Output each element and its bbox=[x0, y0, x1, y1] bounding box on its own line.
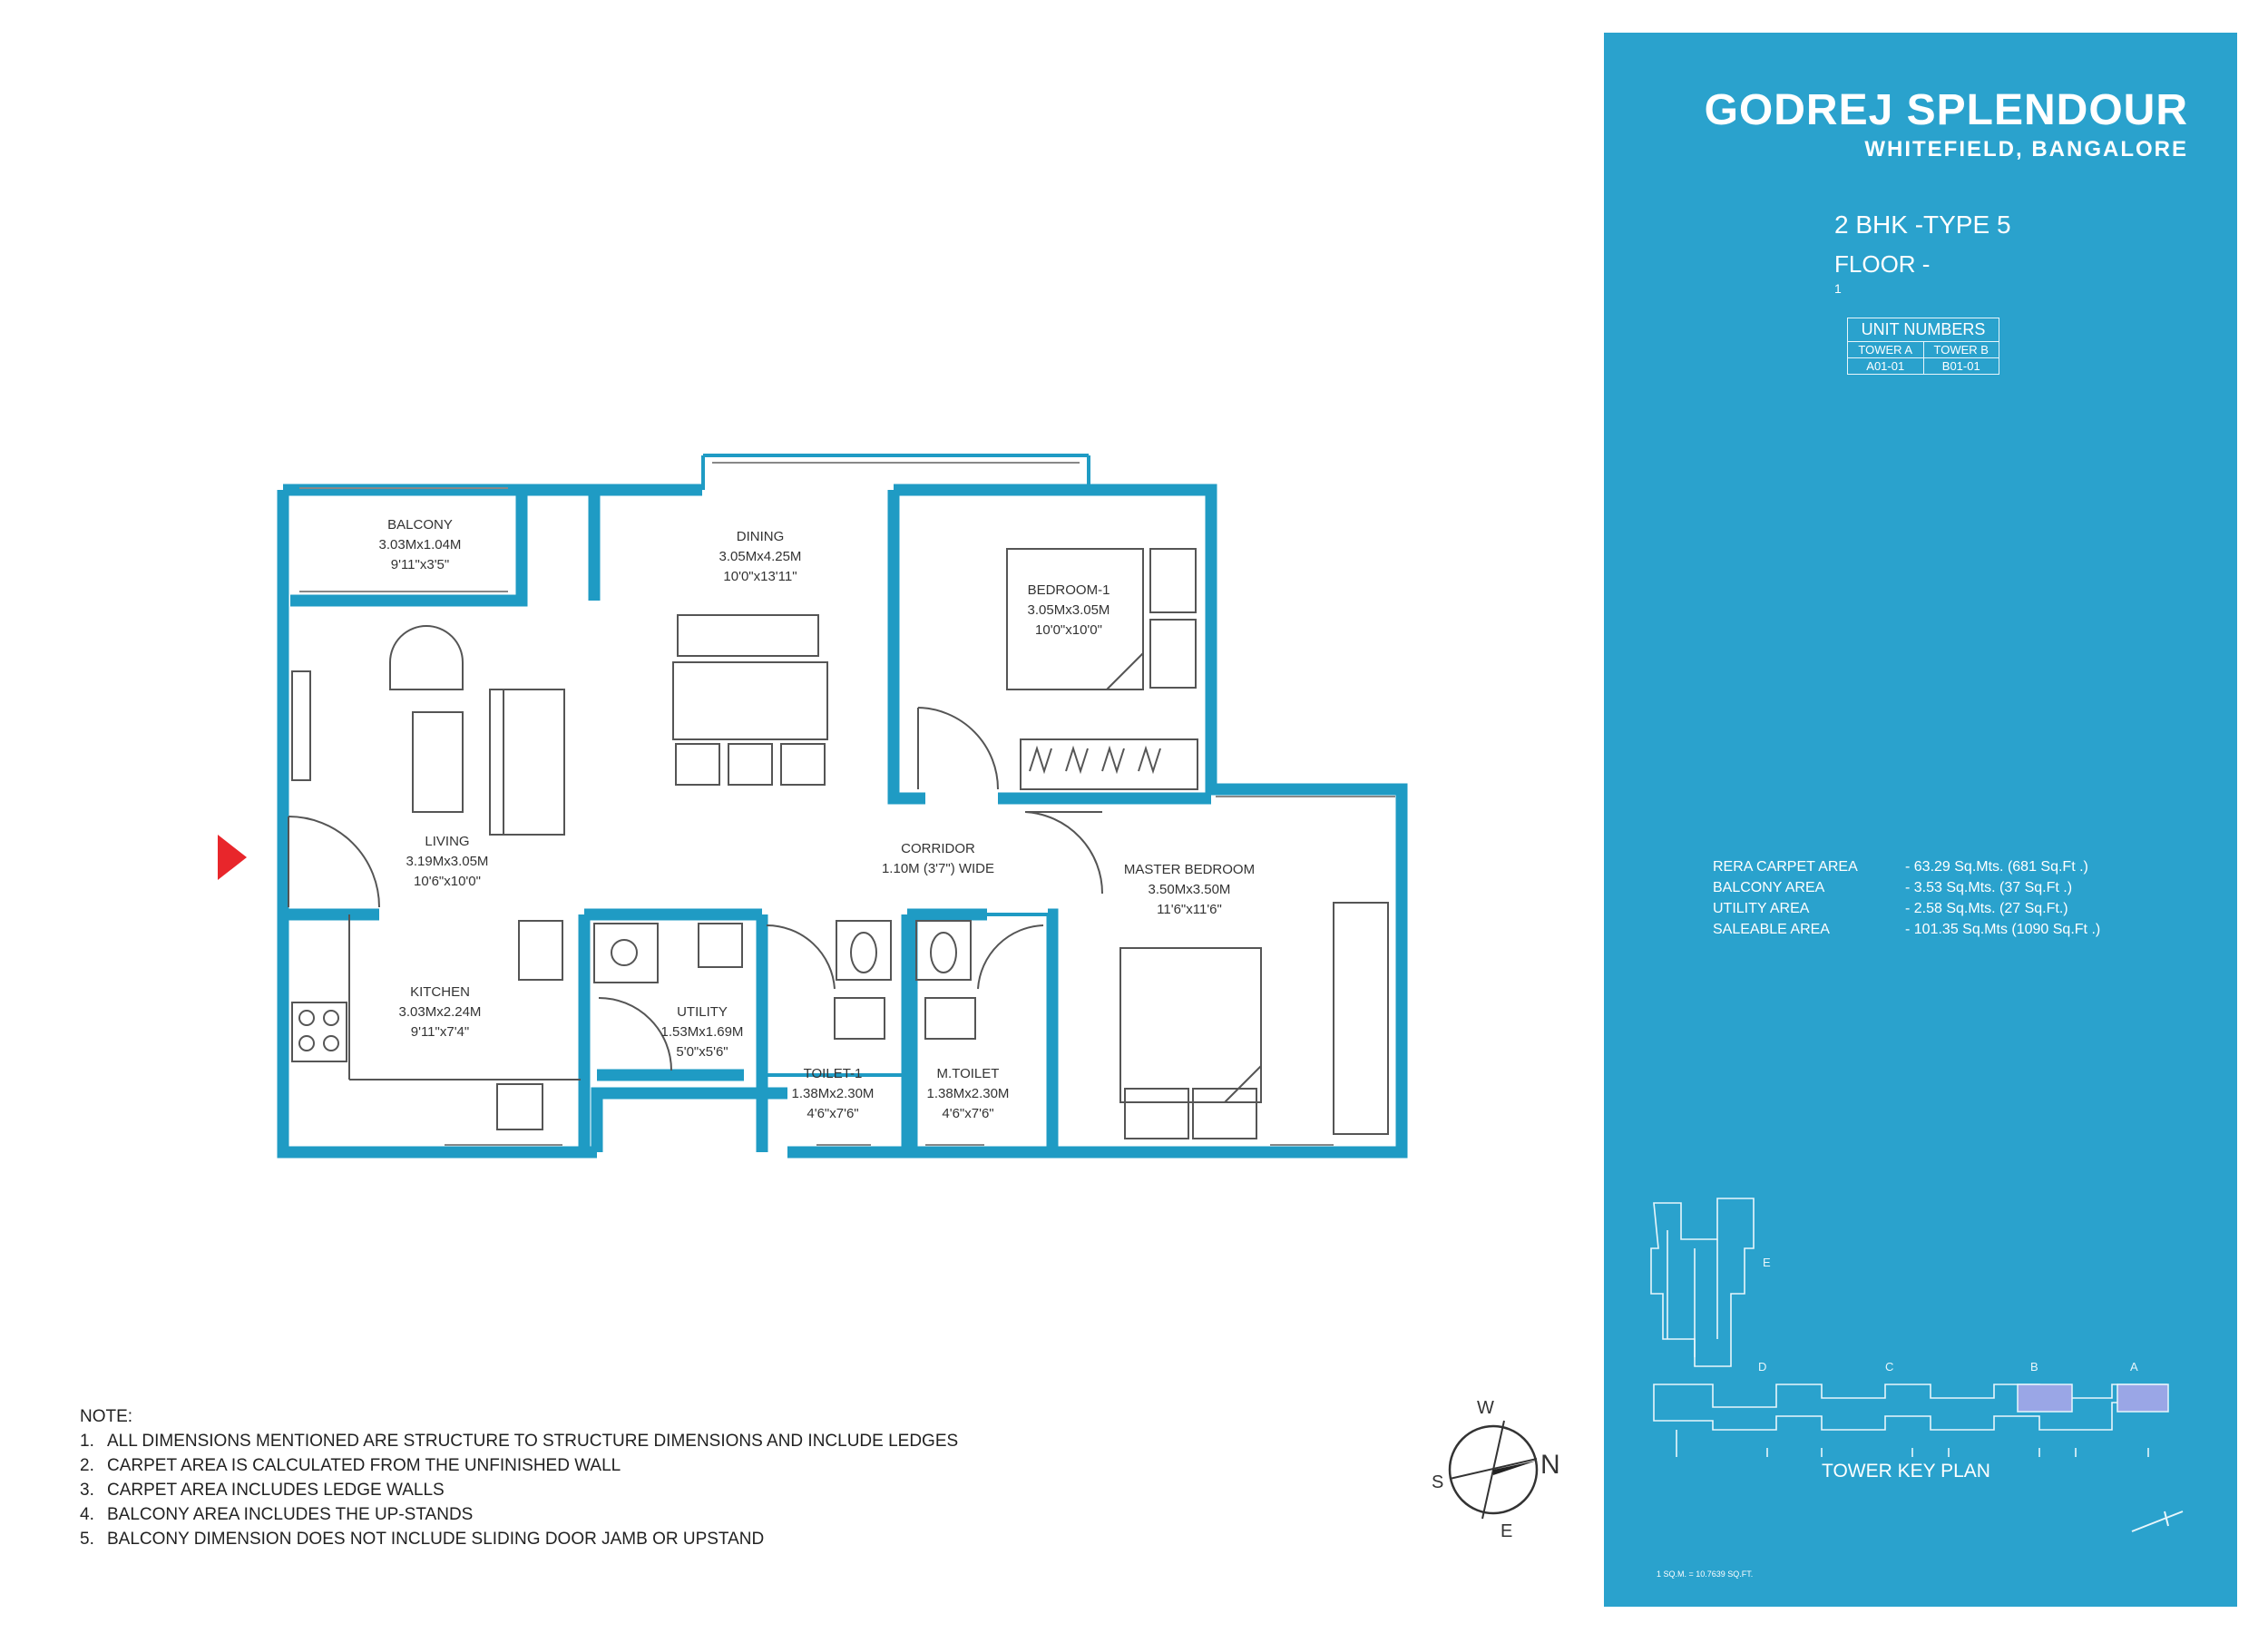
svg-text:10'6"x10'0": 10'6"x10'0" bbox=[414, 874, 481, 889]
tower-header: TOWER B bbox=[1923, 342, 1999, 357]
floor-plan bbox=[0, 0, 1452, 1179]
note-item: 5. BALCONY DIMENSION DOES NOT INCLUDE SLIDING DOOR JAMB OR UPSTAND bbox=[80, 1530, 765, 1549]
svg-text:1.38Mx2.30M: 1.38Mx2.30M bbox=[926, 1086, 1010, 1101]
svg-text:UTILITY: UTILITY bbox=[677, 1004, 728, 1020]
svg-text:BALCONY: BALCONY bbox=[387, 517, 453, 533]
svg-text:KITCHEN: KITCHEN bbox=[410, 984, 470, 1000]
svg-text:C: C bbox=[1885, 1360, 1894, 1374]
svg-text:LIVING: LIVING bbox=[425, 834, 470, 849]
conversion-note: 1 SQ.M. = 10.7639 SQ.FT. bbox=[1657, 1569, 1754, 1579]
project-location: WHITEFIELD, BANGALORE bbox=[1864, 137, 2188, 161]
svg-text:B: B bbox=[2030, 1360, 2038, 1374]
note-item: 4. BALCONY AREA INCLUDES THE UP-STANDS bbox=[80, 1505, 474, 1524]
walls bbox=[283, 490, 1402, 1152]
floor-number: 1 bbox=[1834, 281, 1842, 296]
svg-text:10'0"x13'11": 10'0"x13'11" bbox=[723, 569, 797, 584]
notes bbox=[80, 1404, 987, 1551]
area-row: UTILITY AREA - 2.58 Sq.Mts. (27 Sq.Ft.) bbox=[1713, 901, 2068, 916]
unit-number: A01-01 bbox=[1866, 359, 1905, 373]
svg-text:M.TOILET: M.TOILET bbox=[936, 1066, 1000, 1081]
svg-text:CORRIDOR: CORRIDOR bbox=[901, 841, 975, 856]
svg-text:1.53Mx1.69M: 1.53Mx1.69M bbox=[660, 1024, 744, 1040]
area-row: RERA CARPET AREA - 63.29 Sq.Mts. (681 Sq.Ft .) bbox=[1713, 859, 2088, 875]
svg-text:3.03Mx1.04M: 3.03Mx1.04M bbox=[378, 537, 462, 552]
svg-text:4'6"x7'6": 4'6"x7'6" bbox=[807, 1106, 859, 1121]
svg-text:E: E bbox=[1501, 1521, 1513, 1541]
tower-key-plan bbox=[1640, 1158, 2212, 1457]
svg-text:1.10M (3'7") WIDE: 1.10M (3'7") WIDE bbox=[881, 861, 995, 876]
svg-text:W: W bbox=[1477, 1398, 1494, 1418]
svg-text:5'0"x5'6": 5'0"x5'6" bbox=[676, 1044, 728, 1060]
notes-title: NOTE: bbox=[80, 1407, 133, 1426]
area-row: BALCONY AREA - 3.53 Sq.Mts. (37 Sq.Ft .) bbox=[1713, 880, 2073, 895]
svg-text:9'11"x3'5": 9'11"x3'5" bbox=[390, 557, 450, 572]
unit-numbers-table bbox=[1847, 318, 1999, 375]
note-item: 2. CARPET AREA IS CALCULATED FROM THE UNFINISHED WALL bbox=[80, 1456, 621, 1475]
compass-icon bbox=[1428, 1395, 1582, 1550]
unit-number: B01-01 bbox=[1923, 358, 1999, 374]
area-row: SALEABLE AREA - 101.35 Sq.Mts (1090 Sq.Ft .) bbox=[1713, 922, 2101, 937]
svg-text:E: E bbox=[1763, 1256, 1771, 1269]
svg-text:3.50Mx3.50M: 3.50Mx3.50M bbox=[1148, 882, 1231, 897]
svg-text:3.05Mx3.05M: 3.05Mx3.05M bbox=[1027, 602, 1110, 618]
svg-text:11'6"x11'6": 11'6"x11'6" bbox=[1157, 902, 1222, 917]
svg-text:10'0"x10'0": 10'0"x10'0" bbox=[1035, 622, 1102, 638]
entry-arrow-icon bbox=[218, 835, 247, 880]
key-plan-caption: TOWER KEY PLAN bbox=[1822, 1461, 1990, 1481]
unit-numbers-title: UNIT NUMBERS bbox=[1848, 318, 1999, 342]
svg-text:9'11"x7'4": 9'11"x7'4" bbox=[410, 1024, 470, 1040]
svg-text:4'6"x7'6": 4'6"x7'6" bbox=[942, 1106, 994, 1121]
svg-text:3.05Mx4.25M: 3.05Mx4.25M bbox=[719, 549, 802, 564]
svg-text:N: N bbox=[1540, 1450, 1560, 1480]
windows bbox=[299, 463, 1395, 1145]
svg-text:D: D bbox=[1758, 1360, 1767, 1374]
unit-type: 2 BHK -TYPE 5 bbox=[1834, 210, 2011, 239]
project-name: GODREJ SPLENDOUR bbox=[1704, 86, 2188, 134]
svg-text:MASTER BEDROOM: MASTER BEDROOM bbox=[1123, 862, 1256, 877]
svg-text:S: S bbox=[1432, 1472, 1444, 1492]
svg-text:TOILET-1: TOILET-1 bbox=[803, 1066, 863, 1081]
floor-label: FLOOR - bbox=[1834, 250, 1931, 278]
info-panel bbox=[1604, 33, 2237, 1607]
svg-text:A: A bbox=[2130, 1360, 2138, 1374]
room-labels bbox=[379, 517, 1256, 1121]
svg-text:3.19Mx3.05M: 3.19Mx3.05M bbox=[406, 854, 489, 869]
brand bbox=[1705, 85, 2188, 162]
area-table bbox=[1713, 856, 2100, 940]
note-item: 3. CARPET AREA INCLUDES LEDGE WALLS bbox=[80, 1481, 445, 1500]
svg-text:DINING: DINING bbox=[736, 529, 785, 544]
note-item: 1. ALL DIMENSIONS MENTIONED ARE STRUCTURE TO STRUCTURE DIMENSIONS AND INCLUDE LEDGES bbox=[80, 1432, 959, 1451]
svg-text:1.38Mx2.30M: 1.38Mx2.30M bbox=[791, 1086, 875, 1101]
north-arrow-icon bbox=[2128, 1501, 2192, 1537]
svg-text:BEDROOM-1: BEDROOM-1 bbox=[1027, 582, 1110, 598]
tower-header: TOWER A bbox=[1858, 343, 1913, 357]
svg-text:3.03Mx2.24M: 3.03Mx2.24M bbox=[398, 1004, 482, 1020]
